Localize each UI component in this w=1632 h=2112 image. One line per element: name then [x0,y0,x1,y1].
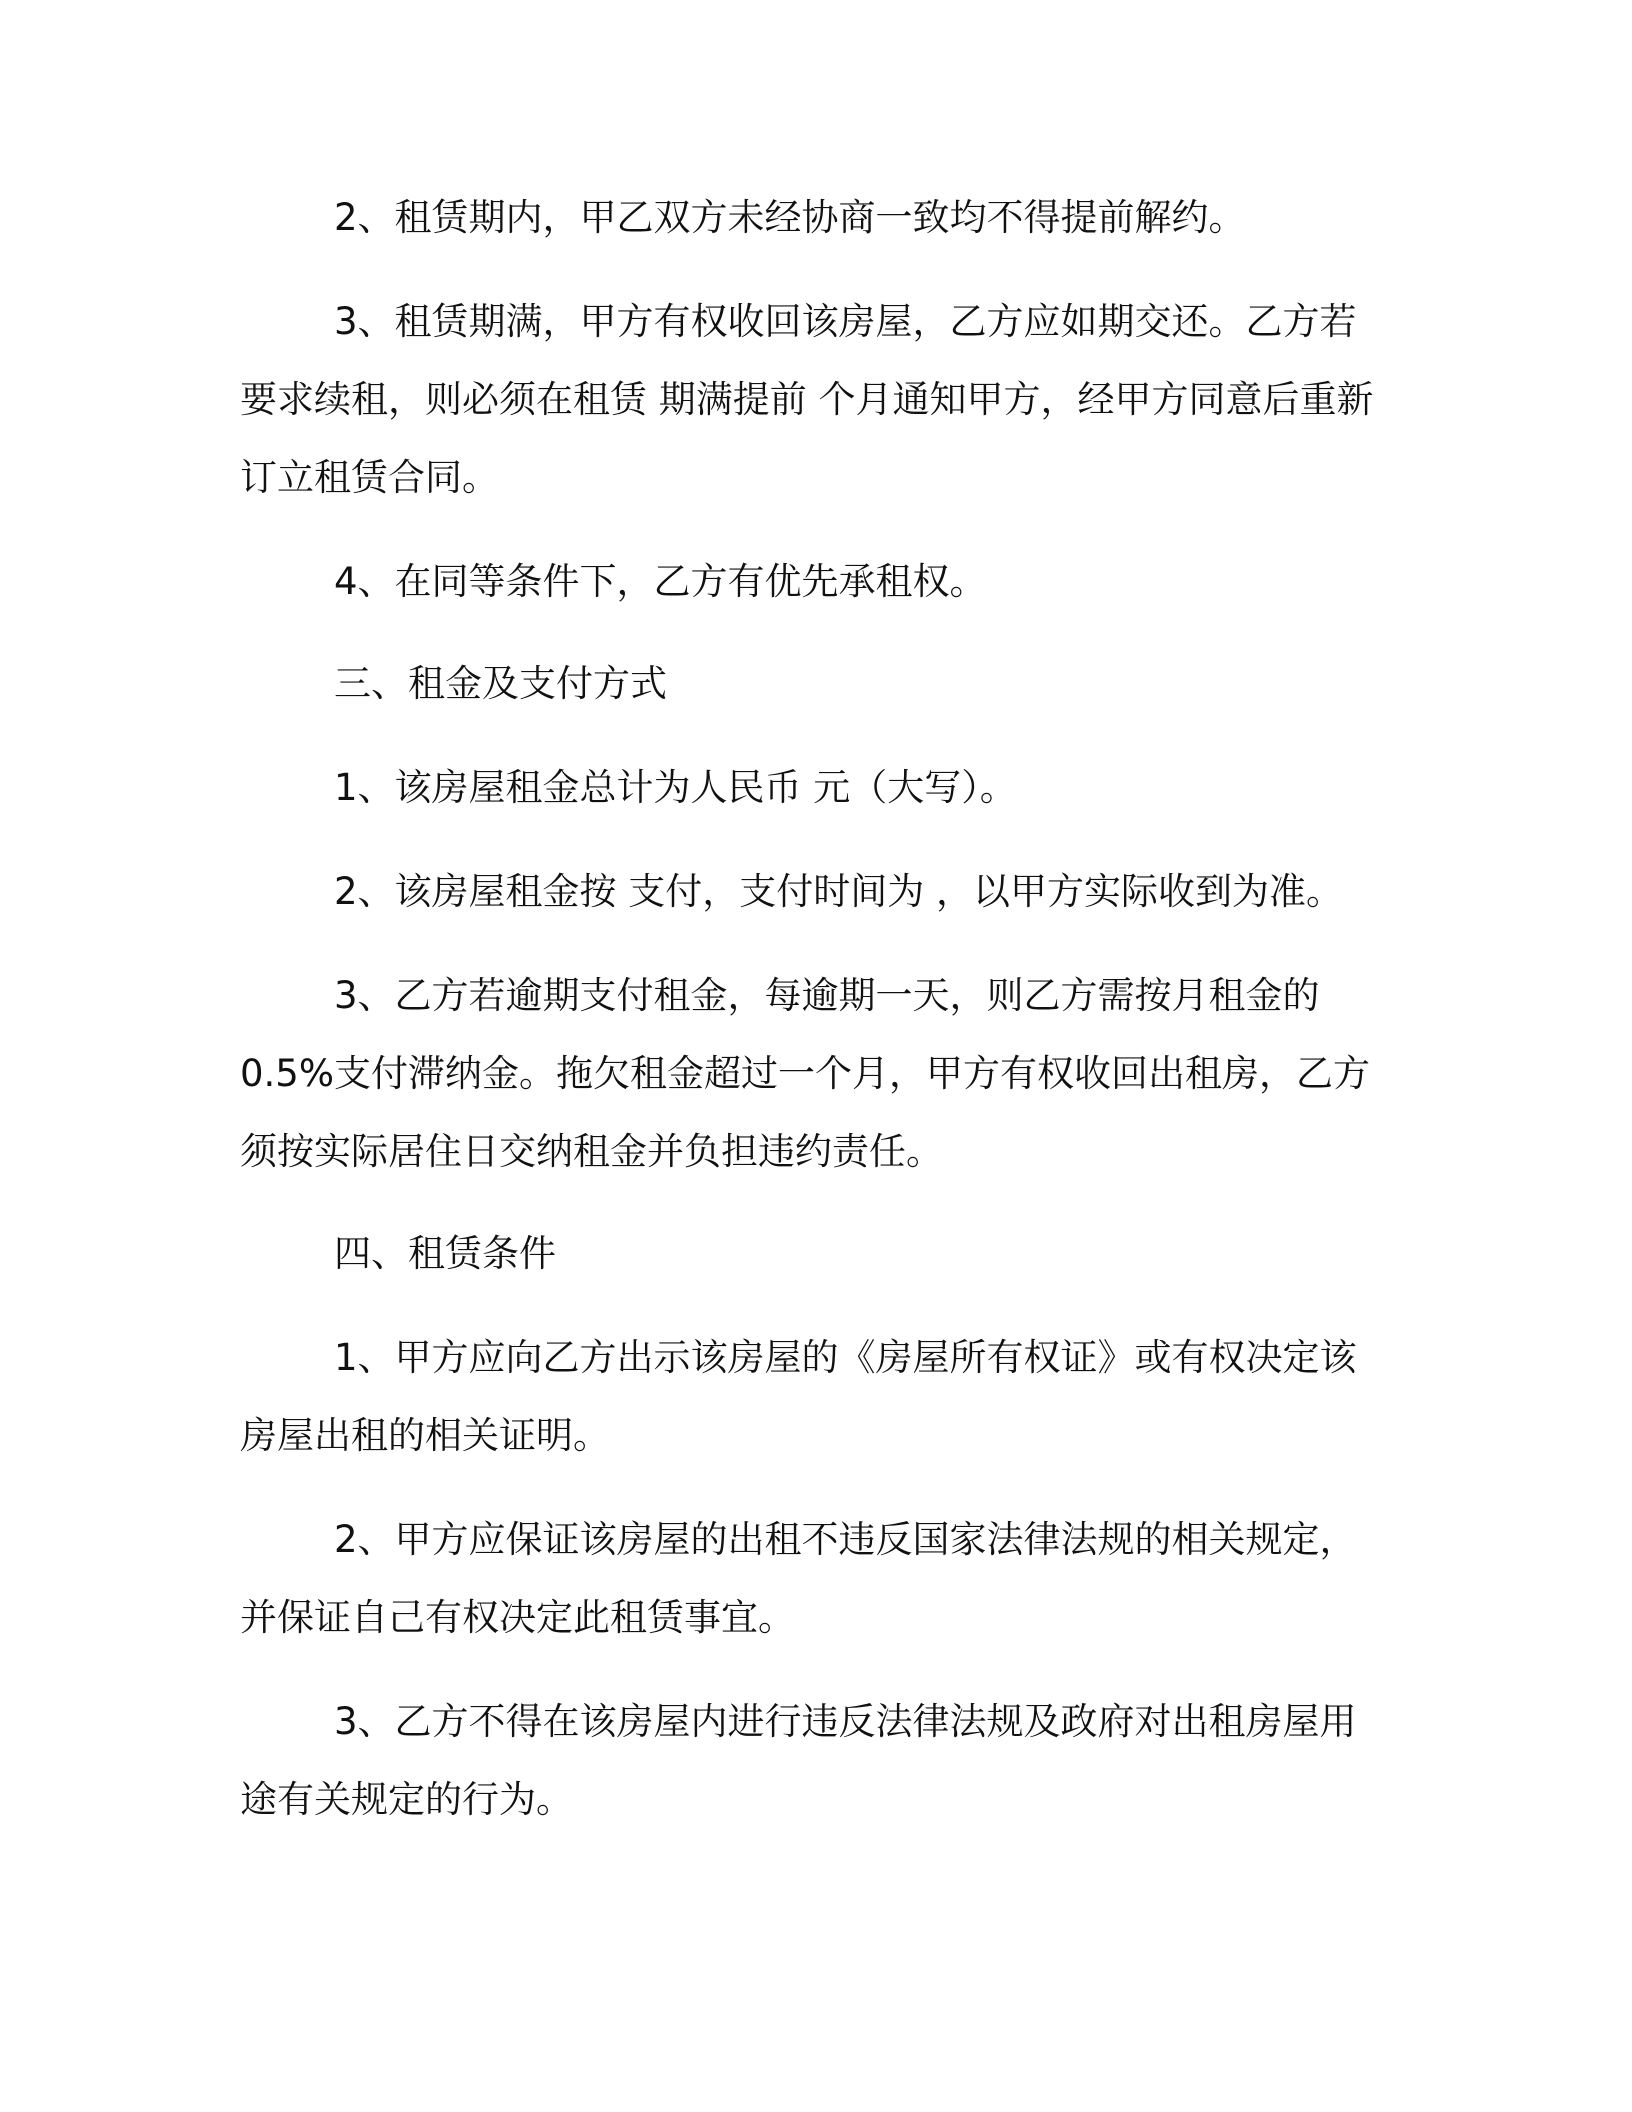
condition-clause-3-line-1: 3、乙方不得在该房屋内进行违反法律法规及政府对出租房屋用 [334,1700,1357,1743]
clause-2-early-termination: 2、租赁期内，甲乙双方未经协商一致均不得提前解约。 [334,196,1246,239]
rent-clause-1: 1、该房屋租金总计为人民币 元（大写）。 [334,766,1017,809]
condition-clause-2-line-1: 2、甲方应保证该房屋的出租不违反国家法律法规的相关规定， [334,1518,1357,1561]
condition-clause-3-line-2: 途有关规定的行为。 [240,1778,573,1821]
rent-clause-3-line-3: 须按实际居住日交纳租金并负担违约责任。 [240,1130,943,1173]
condition-clause-1-line-1: 1、甲方应向乙方出示该房屋的《房屋所有权证》或有权决定该 [334,1336,1357,1379]
rent-clause-3-line-1: 3、乙方若逾期支付租金，每逾期一天，则乙方需按月租金的 [334,974,1320,1017]
rent-clause-3-line-2: 0.5%支付滞纳金。拖欠租金超过一个月，甲方有权收回出租房，乙方 [240,1052,1370,1095]
clause-4-priority-right: 4、在同等条件下，乙方有优先承租权。 [334,560,987,603]
clause-3-lease-expiry-line-3: 订立租赁合同。 [240,456,499,499]
rent-clause-2: 2、该房屋租金按 支付，支付时间为 ，以甲方实际收到为准。 [334,870,1344,913]
section-3-heading: 三、租金及支付方式 [334,662,667,705]
condition-clause-1-line-2: 房屋出租的相关证明。 [240,1414,610,1457]
condition-clause-2-line-2: 并保证自己有权决定此租赁事宜。 [240,1596,795,1639]
clause-3-lease-expiry-line-2: 要求续租，则必须在租赁 期满提前 个月通知甲方，经甲方同意后重新 [240,378,1374,421]
clause-3-lease-expiry-line-1: 3、租赁期满，甲方有权收回该房屋，乙方应如期交还。乙方若 [334,300,1357,343]
section-4-heading: 四、租赁条件 [334,1232,556,1275]
